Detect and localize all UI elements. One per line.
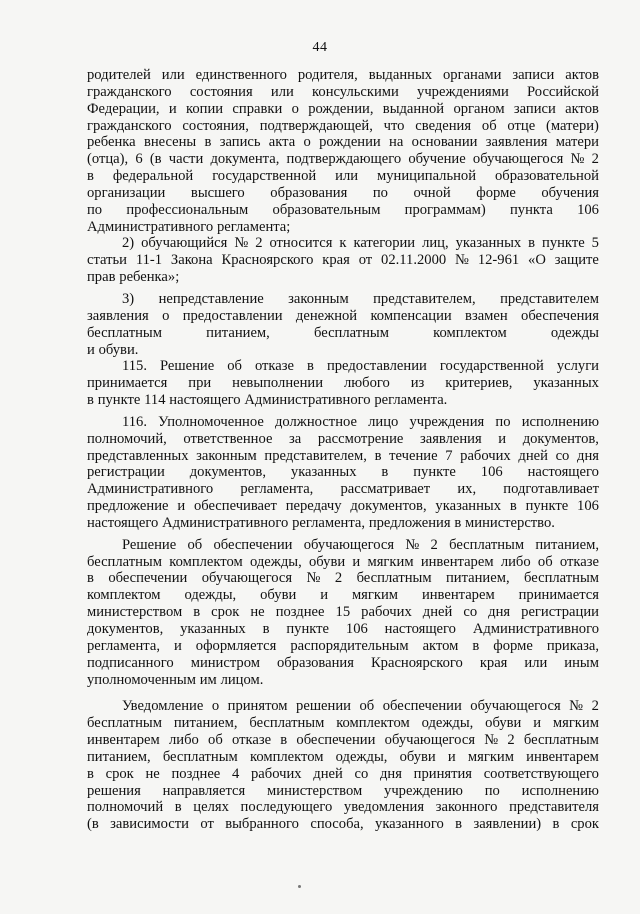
text-line: регистрации документов, указанных в пункте 106 настоящего bbox=[87, 464, 599, 481]
text-line: бесплатным питанием, бесплатным комплектом одежды bbox=[87, 324, 599, 341]
text-line: уполномоченным им лицом. bbox=[87, 671, 264, 688]
text-line: и обуви. bbox=[87, 341, 139, 358]
text-line: бесплатным питанием, бесплатным комплектом одежды, обуви и мягким bbox=[87, 715, 599, 732]
text-line: Решение об обеспечении обучающегося № 2 бесплатным питанием, bbox=[122, 536, 599, 553]
text-line: 116. Уполномоченное должностное лицо учреждения по исполнению bbox=[122, 413, 599, 430]
text-line: Административного регламента; bbox=[87, 218, 291, 235]
text-line: решения направляется министерством учреждению по исполнению bbox=[87, 782, 599, 799]
text-line: регламента, и оформляется распорядительным актом в форме приказа, bbox=[87, 637, 599, 654]
text-line: инвентарем либо об отказе в обеспечении обучающегося № 2 бесплатным bbox=[87, 732, 599, 749]
text-line: (в зависимости от выбранного способа, указанного в заявлении) в срок bbox=[87, 816, 599, 833]
text-line: прав ребенка»; bbox=[87, 269, 180, 286]
text-line: в обеспечении обучающегося № 2 бесплатным питанием, бесплатным bbox=[87, 570, 599, 587]
text-line: принимается при невыполнении любого из критериев, указанных bbox=[87, 375, 599, 392]
text-line: министерством в срок не позднее 15 рабочих дней со дня регистрации bbox=[87, 604, 599, 621]
text-line: настоящего Административного регламента, предложения в министерство. bbox=[87, 514, 555, 531]
text-line: (отца), 6 (в части документа, подтверждающего обучение обучающегося № 2 bbox=[87, 151, 599, 168]
text-line: подписанного министром образования Красноярского края или иным bbox=[87, 654, 599, 671]
text-line: Федерации, и копии справки о рождении, выданной органом записи актов bbox=[87, 100, 599, 117]
text-line: 3) непредставление законным представителем, представителем bbox=[122, 290, 599, 307]
text-line: статьи 11-1 Закона Красноярского края от 02.11.2000 № 12-961 «О защите bbox=[87, 252, 599, 269]
text-line: в федеральной государственной или муниципальной образовательной bbox=[87, 168, 599, 185]
text-line: Уведомление о принятом решении об обеспечении обучающегося № 2 bbox=[122, 698, 599, 715]
text-line: документов, указанных в пункте 106 настоящего Административного bbox=[87, 621, 599, 637]
text-line: в срок не позднее 4 рабочих дней со дня принятия соответствующего bbox=[87, 765, 599, 782]
scan-speck bbox=[298, 885, 301, 888]
text-line: Административного регламента, рассматривает их, подготавливает bbox=[87, 481, 599, 498]
page-number: 44 bbox=[312, 40, 328, 55]
text-line: представленных законным представителем, в течение 7 рабочих дней со дня bbox=[87, 447, 599, 464]
text-line: гражданского состояния или консульскими учреждениями Российской bbox=[87, 83, 599, 100]
text-line: ребенка внесены в запись акта о рождении на основании заявления матери bbox=[87, 134, 599, 151]
text-line: бесплатным комплектом одежды, обуви и мягким инвентарем либо об отказе bbox=[87, 553, 599, 570]
text-line: родителей или единственного родителя, выданных органами записи актов bbox=[87, 67, 599, 83]
text-line: в пункте 114 настоящего Административного регламента. bbox=[87, 392, 448, 409]
text-line: 115. Решение об отказе в предоставлении государственной услуги bbox=[122, 358, 599, 375]
text-line: гражданского состояния, подтверждающей, что сведения об отце (матери) bbox=[87, 117, 599, 134]
body-text bbox=[87, 67, 599, 833]
text-line: предложение и обеспечивает передачу документов, указанных в пункте 106 bbox=[87, 498, 599, 515]
text-line: полномочий в целях последующего уведомления законного представителя bbox=[87, 799, 599, 816]
text-line: питанием, бесплатным комплектом одежды, обуви и мягким инвентарем bbox=[87, 748, 599, 765]
text-line: по профессиональным образовательным программам) пункта 106 bbox=[87, 201, 599, 218]
text-line: полномочий, ответственное за рассмотрение заявления и документов, bbox=[87, 430, 599, 447]
text-line: комплектом одежды, обуви и мягким инвентарем принимается bbox=[87, 587, 599, 604]
text-line: заявления о предоставлении денежной компенсации взамен обеспечения bbox=[87, 307, 599, 324]
text-line: организации высшего образования по очной форме обучения bbox=[87, 184, 599, 201]
text-line: 2) обучающийся № 2 относится к категории лиц, указанных в пункте 5 bbox=[122, 235, 599, 252]
